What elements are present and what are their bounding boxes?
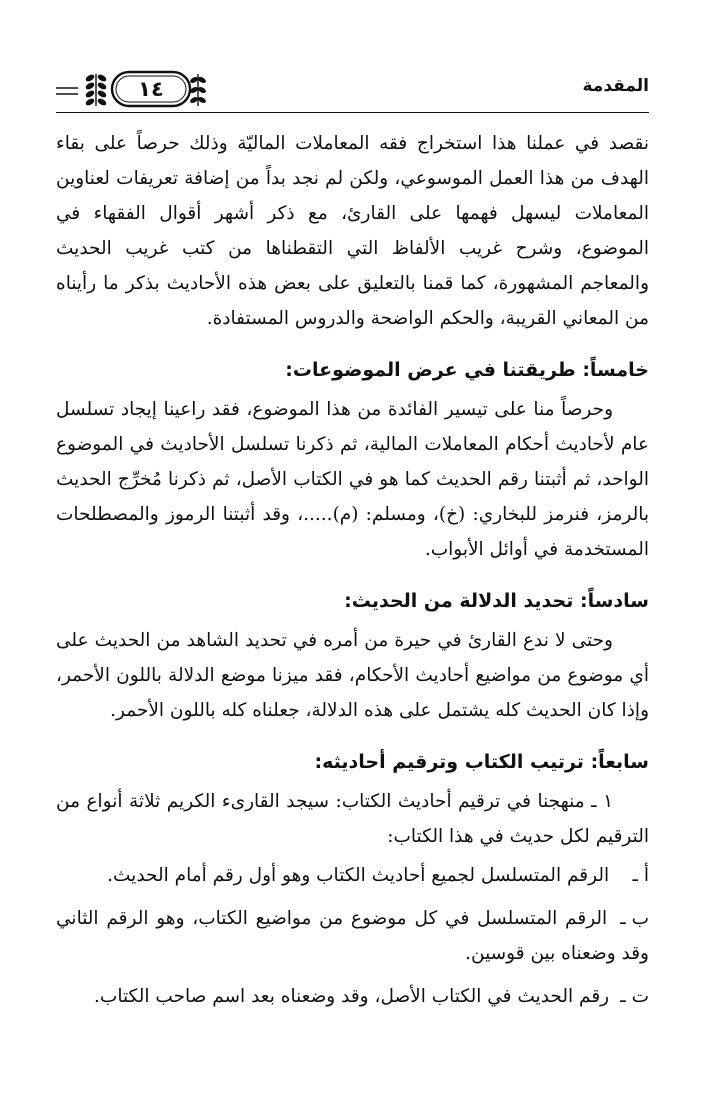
page-header <box>56 66 649 120</box>
section-number: سادساً: <box>580 590 649 612</box>
section-paragraph: وحتى لا ندع القارئ في حيرة من أمره في تحديد الشاهد من الحديث على أي موضوع من مواضيع أحاديث الأحكام، فقد ميزنا موضع الدلالة باللون الأحمر، وإذا كان الحديث كله يشتمل على هذه الدلالة، جعلناه كله باللون الأحمر. <box>56 630 650 721</box>
section-title: ترتيب الكتاب وترقيم أحاديثه: <box>314 751 584 773</box>
section-heading-sixth <box>56 581 649 621</box>
list-item-text: الرقم المتسلسل لجميع أحاديث الكتاب وهو أول رقم أمام الحديث. <box>107 865 610 886</box>
chapter-title: المقدمة <box>582 76 649 96</box>
section-title: طريقتنا في عرض الموضوعات: <box>285 359 576 381</box>
section-number: خامساً: <box>582 359 649 381</box>
section-paragraph: وحرصاً منا على تيسير الفائدة من هذا الموضوع، فقد راعينا إيجاد تسلسل عام لأحاديث أحكام المعاملات المالية، ثم ذكرنا تسلسل الأحاديث في الموضوع الواحد، ثم أثبتنا رقم الحديث كما هو في الكتاب الأصل، ثم ذكرنا مُخرِّج الحديث بالرمز، فنرمز للبخاري: (خ)، ومسلم: (م).....، وقد أثبتنا الرموز والمصطلحات المستخدمة في أوائل الأبواب. <box>56 399 649 560</box>
list-item-text: الرقم المتسلسل في كل موضوع من مواضيع الكتاب، وهو الرقم الثاني وقد وضعناه بين قوسين. <box>56 908 649 964</box>
page-body <box>56 126 649 1022</box>
list-marker: ب ـ <box>620 908 649 929</box>
header-divider <box>56 112 649 113</box>
section-heading-seventh <box>56 742 649 782</box>
intro-paragraph: نقصد في عملنا هذا استخراج فقه المعاملات الماليّة وذلك حرصاً على بقاء الهدف من هذا العمل الموسوعي، ولكن لم نجد بداً من إضافة تعريفات لعناوين المعاملات ليسهل فهمها على القارئ، مع ذكر أشهر أقوال الفقهاء في الموضوع، وشرح غريب الألفاظ التي التقطناها من كتب غريب الحديث والمعاجم المشهورة، كما قمنا بالتعليق على بعض هذه الأحاديث بذكر ما رأيناه من المعاني القريبة، والحكم الواضحة والدروس المستفادة. <box>56 133 649 329</box>
section-title: تحديد الدلالة من الحديث: <box>344 590 574 612</box>
page-number: ١٤ <box>138 77 164 101</box>
section-heading-fifth <box>56 350 649 390</box>
list-item <box>56 901 649 971</box>
list-item-text: رقم الحديث في الكتاب الأصل، وقد وضعناه بعد اسم صاحب الكتاب. <box>94 986 610 1007</box>
list-item <box>56 858 649 893</box>
list-item <box>56 979 649 1014</box>
section-number: سابعاً: <box>590 751 649 773</box>
section-paragraph: ١ ـ منهجنا في ترقيم أحاديث الكتاب: سيجد القارىء الكريم ثلاثة أنواع من الترقيم لكل حديث في هذا الكتاب: <box>56 791 649 847</box>
list-marker: أ ـ <box>632 865 649 886</box>
list-marker: ت ـ <box>620 986 649 1007</box>
